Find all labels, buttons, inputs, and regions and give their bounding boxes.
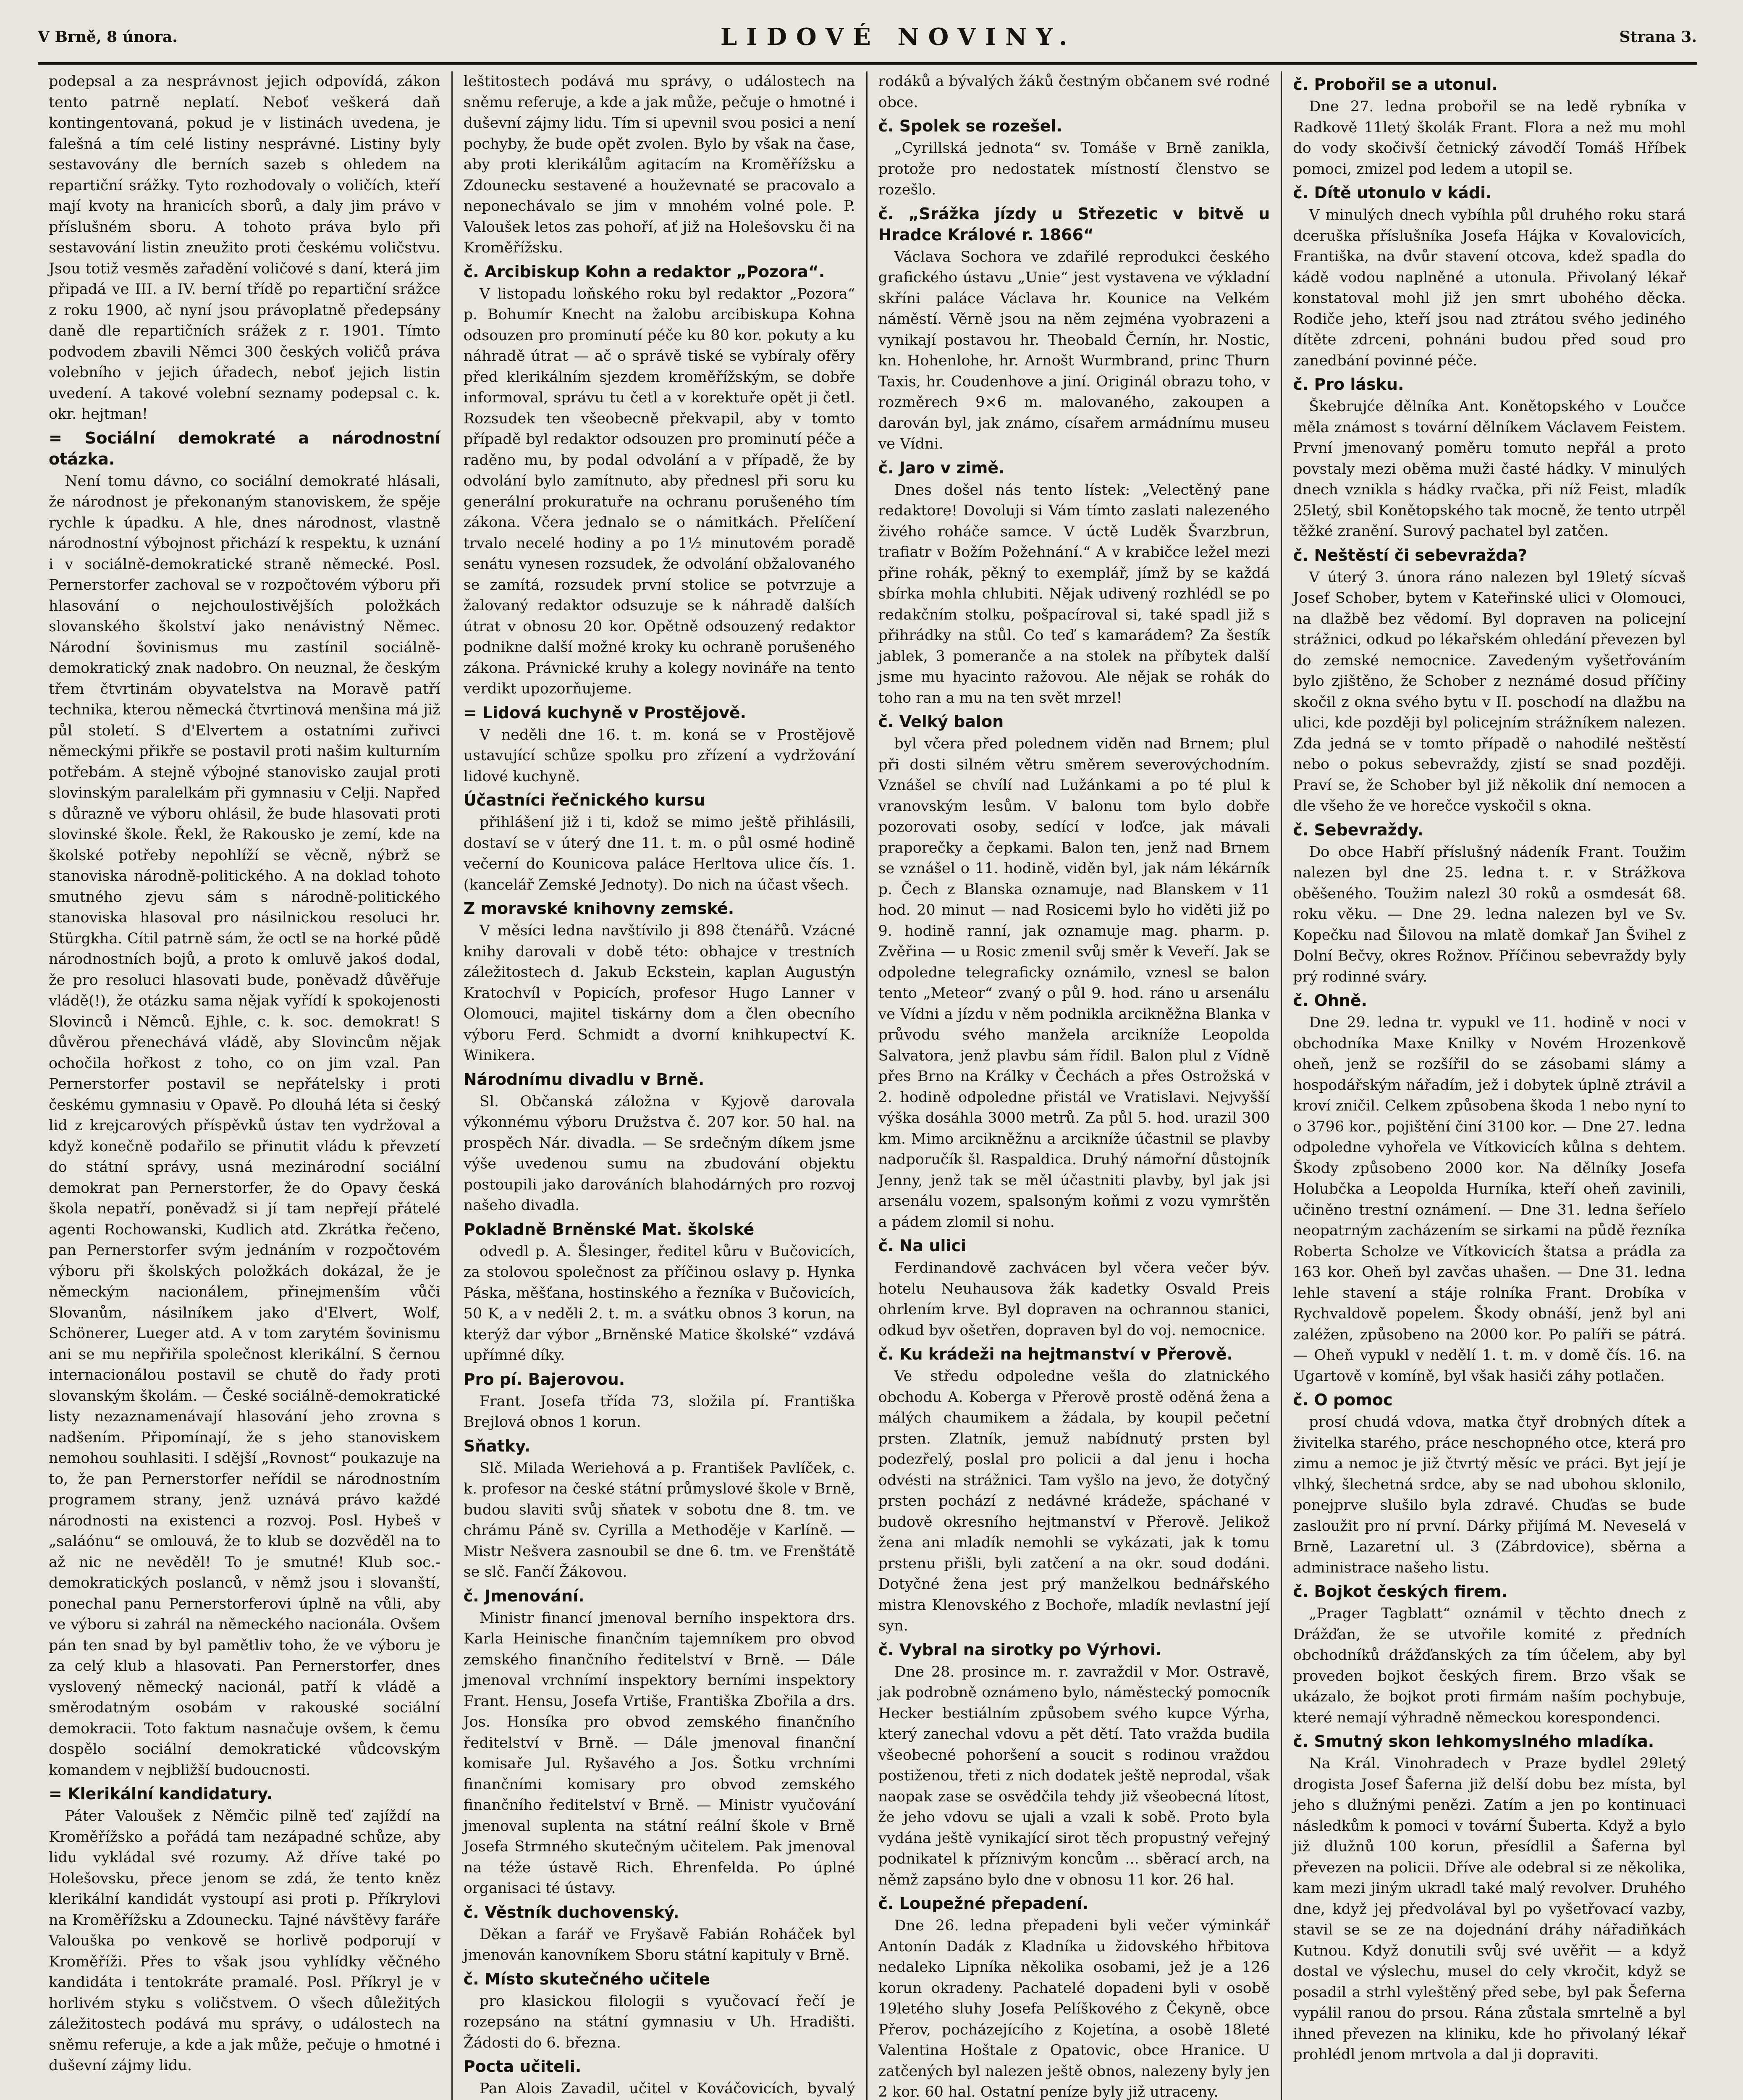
article-paragraph: Škebrujće dělníka Ant. Konětopského v Loučce měla známost s tovární dělníkem Václavem Feistem. První jmenovaný poměru tomuto nepřál a proto povstaly mezi oběma muži časté hádky. V minulých dnech vznikla s hádky rvačka, při níž Feist, mladík 25letý, sbil Konětopského tak mocně, že tento utrpěl těžké zranění. Surový pachatel byl zatčen.: [1293, 398, 1686, 540]
article-heading: Pokladně Brněnské Mat. školské: [463, 1220, 755, 1239]
article-paragraph: V neděli dne 16. t. m. koná se v Prostějově ustavující schůze spolku pro zřízení a vydržování lidové kuchyně.: [463, 726, 855, 785]
article-paragraph: Páter Valoušek z Němčic pilně teď zajíždí na Kroměřížsko a pořádá tam nezápadné schůze, aby lidu vykládal své rozumy. Až dříve také po Holešovsku, přece jenom se zdá, že tento kněz klerikální kandidát vystoupí asi proti p. Příkrylovi na Kroměřížsku a Zdounecku. Tajné návštěvy faráře Valouška po venkově se horlivě podporují v Kroměříži. Přes to však jsou vyhlídky věčného kandidáta i tentokráte pramalé. Posl. Příkryl je v horlivém styku s voličstvem. O všech důležitých záležitostech podává mu správy, o událostech na sněmu referuje, a kde a jak může, pečuje o hmotné i duševní zájmy lidu.: [49, 1808, 440, 2074]
article-paragraph: Dne 28. prosince m. r. zavraždil v Mor. Ostravě, jak podrobně oznámeno bylo, náměstecký pomocník Hecker bestiálním způsobem svého kupce Výrha, který zanechal vdovu a pět dětí. Tato vražda budila všeobecné pohoršení a soucit s rodinou vraždou postiženou, třeti z nich dodatek ještě neprodal, však naopak zase se osvědčila tehdy již všeobecná lítost, že jeho vdovu se ujali a vzali k sobě. Proto byla vydána ještě vynikající sirot těch propustný veřejný podnikatel k příznivým koncům ... sběrací arch, na němž zapsáno bylo dne v obnosu 11 kor. 26 hal.: [878, 1663, 1270, 1888]
article-paragraph: leštitostech podává mu správy, o událostech na sněmu referuje, a kde a jak může, pečuje o hmotné i duševní zájmy lidu. Tím si upevnil svou posici a není pochyby, že bude opět zvolen. Bylo by však na čase, aby proti klerikálům agitacím na Kroměřížsku a Zdounecku sestavené a houževnaté se pracovalo a neponechávalo se jim v mnohém volné pole. P. Valoušek letos zas pohoří, ať již na Holešovsku či na Kroměřížsku.: [463, 73, 855, 256]
article-paragraph: V měsíci ledna navštívilo ji 898 čtenářů. Vzácné knihy darovali v době této: obhajce v trestních záležitostech d. Jakub Eckstein, kaplan Augustýn Kratochvíl v Popicích, profesor Hugo Lanner v Olomouci, majitel tiskárny dom a člen obecního výboru Ferd. Schmidt a dvorní knihkupectví K. Winikera.: [463, 922, 855, 1064]
article-paragraph: Na Král. Vinohradech v Praze bydlel 29letý drogista Josef Šaferna již delší dobu bez místa, byl jeho s dlužnými penězi. Zatím a jen po kontinuaci následkům k pomoci v tovární Šuberta. Když a bylo již dlužnů 100 korun, přesídlil a Šaferna byl převezen na policii. Dříve ale odebral si ze několika, kam mezi jiným ukradl také malý revolver. Druhého dne, když jej předvolával byl po vyšetřovací vazby, stavil se se ze na dojednání dráhy nářadiňkách Kutnou. Když donutili svůj své uvěřit — a když dostal ve výslechu, musel do cely vkročit, když se posadil a strhl vyleštěný před sebe, byl pak Šeferna vypálil ranou do prsou. Rána zůstala smrtelně a byl ihned převezen na kliniku, kde ho přivolaný lékař prohlédl jenom mrtvola a dal ji dopraviti.: [1293, 1755, 1686, 2063]
article-heading: č. Jmenování.: [463, 1586, 584, 1605]
article-paragraph: Ferdinandově zachvácen byl včera večer býv. hotelu Neuhausova žák kadetky Osvald Preis ohrlením krve. Byl dopraven na ochrannou stanici, odkud byv ošetřen, dopraven byl do voj. nemocnice.: [878, 1260, 1270, 1339]
article-paragraph: přihlášení již i ti, kdož se mimo ještě přihlásili, dostaví se v úterý dne 11. t. m. o půl osmé hodině večerní do Kounicova paláce Herltova ulice čís. 1. (kancelář Zemské Jednoty). Do nich na účast všech.: [463, 814, 855, 893]
article-columns: [38, 71, 1697, 2100]
article-heading: č. Probořil se a utonul.: [1293, 75, 1498, 94]
article-heading: Pro pí. Bajerovou.: [463, 1370, 625, 1389]
column-1: [38, 71, 453, 2100]
article-heading: č. Velký balon: [878, 712, 1004, 731]
article-paragraph: „Prager Tagblatt“ oznámil v těchto dnech z Drážďan, že se utvořile komité z předních obchodníků drážďanských za tím účelem, aby byl proveden bojkot českých firem. Brzo však se ukázalo, že bojkot proti firmám naším pochybuje, které nemají výhradně německou korespondenci.: [1293, 1605, 1686, 1726]
article-heading: č. Loupežné přepadení.: [878, 1894, 1089, 1913]
article-paragraph: V listopadu loňského roku byl redaktor „Pozora“ p. Bohumír Knecht na žalobu arcibiskupa Kohna odsouzen pro prominutí péče ku 80 kor. pokuty a ku náhradě útrat — ač o správě tiské se vybíraly ofěry před klerikálním sjezdem kroměřížským, se dobře informoval, správu tu četl a v korektuře opět ji četl. Rozsudek ten všeobecně překvapil, aby v tomto případě byl redaktor odsouzen pro prominutí péče a raděno mu, by podal odvolání a v případě, že by odvolání bylo zamítnuto, aby přednesl při soru ku generální prokuratuře na ochranu porušeného tím zákona. Včera jednalo se o námitkách. Přelíčení trvalo necelé hodiny a po 1½ minutovém poradě senátu vynesen rozsudek, že odvolání obžalovaného se zamítá, rozsudek první stolice se potvrzuje a žalovaný redaktor odsuzuje se k náhradě dalších útrat v obnosu 20 kor. Opětně odsouzený redaktor podnikne další možné kroky ku ochraně porušeného zákona. Právnické kruhy a kolegy novináře na tento verdikt upozorňujeme.: [463, 285, 855, 697]
article-heading: Pocta učiteli.: [463, 2057, 582, 2076]
article-heading: č. Pro lásku.: [1293, 375, 1404, 394]
article-heading: č. Neštěstí či sebevražda?: [1293, 546, 1527, 564]
article-paragraph: podepsal a za nesprávnost jejich odpovídá, zákon tento patrně neplatí. Neboť veškerá daň kontingentovaná, pokud je v listinách uvedena, je falešná a tím celé listiny nesprávné. Listiny byly sestavovány dle berních sazeb s ohledem na repartiční srážky. Tyto rozhodovaly o voličích, kteří mají kvoty na hranicích sborů, a daly jim právo v příslušném sboru. A tohoto práva bylo při sestavování listin zneužito proti českému voličstvu. Jsou totiž vesměs zařadění voličové s daní, která jim připadá ve III. a IV. berní třídě po repartiční srážce z roku 1900, ač nyní jsou právoplatně předepsány daně dle repartičních srážek z r. 1901. Tímto podvodem zbavili Němci 300 českých voličů práva volebního v jejich úřadech, neboť jejich listin uvedení. A takové volební seznamy podepsal c. k. okr. hejtman!: [49, 73, 440, 423]
article-paragraph: Sl. Občanská záložna v Kyjově darovala výkonnému výboru Družstva č. 207 kor. 50 hal. na prospěch Nár. divadla. — Se srdečným díkem jsme výše uvedenou sumu na zbudování objektu postoupili jako darováních blahodárných pro rozvoj našeho divadla.: [463, 1093, 855, 1214]
article-heading: č. Bojkot českých firem.: [1293, 1582, 1507, 1601]
article-heading: č. Jaro v zimě.: [878, 458, 1005, 477]
column-4: [1282, 71, 1697, 2100]
article-heading: č. Místo skutečného učitele: [463, 1969, 710, 1988]
article-heading: č. Vybral na sirotky po Výrhovi.: [878, 1640, 1162, 1659]
article-paragraph: V úterý 3. února ráno nalezen byl 19letý sícvaš Josef Schober, bytem v Kateřinské ulici v Olomouci, na dlažbě bez vědomí. Byl dopraven na policejní strážnici, odkud po lékařském ohledání převezen byl do zemské nemocnice. Zavedeným vyšetřováním bylo zjištěno, že Schober z neznámé dosud příčiny skočil z okna svého bytu v II. poschodí na dlažbu na ulici, kde později byl policejním strážníkem nalezen. Zda jedná se v tomto případě o nahodilé neštěstí nebo o pokus sebevraždy, zjistí se snad později. Praví se, že Schober byl již několik dní nemocen a dle všeho že ve horečce vyskočil s okna.: [1293, 569, 1686, 814]
article-paragraph: Dne 29. ledna tr. vypukl ve 11. hodině v noci v obchodníka Maxe Knilky v Novém Hrozenkově oheň, jenž se rozšířil do se zásobami slámy a hospodářským nářadím, jež i dobytek úplně ztrávil a kroví zničil. Celkem způsobena škoda 1 nebo nyní to o 3796 kor., pojištění činí 3100 kor. — Dne 27. ledna odpoledne vyhořela ve Vítkovicích kůlna s dehtem. Škody způsobeno 2000 kor. Na dělníky Josefa Holubčka a Leopolda Hurníka, kteří oheň zavinili, učiněno trestní oznámení. — Dne 31. ledna šeříelo neopatrným zacházením se sirkami na půdě řezníka Roberta Scholze ve Vítkovicích štatsa a prádla za 163 kor. Oheň byl zavčas uhašen. — Dne 31. ledna lehle stavení a stáje rolníka Frant. Drobíka v Rychvaldově popelem. Škody obnáší, jenž byl ani zaléžen, způsobeno na 2000 kor. Po palíři se pátrá. — Oheň vypukl v nedělí 1. t. m. v domě čís. 16. na Ugartově v komíně, byl však hasiči záhy potlačen.: [1293, 1014, 1686, 1385]
article-heading: Národnímu divadlu v Brně.: [463, 1070, 705, 1089]
article-paragraph: Dne 27. ledna probořil se na ledě rybníka v Radkově 11letý školák Frant. Flora a než mu mohl do vody skočivší četnický závodčí Tomáš Hříbek pomoci, zmizel pod ledem a utopil se.: [1293, 98, 1686, 178]
article-heading: Sňatky.: [463, 1436, 530, 1455]
article-heading: č. Dítě utonulo v kádi.: [1293, 184, 1492, 202]
article-heading: č. Spolek se rozešel.: [878, 117, 1062, 135]
article-paragraph: Děkan a farář ve Fryšavě Fabián Roháček byl jmenován kanovníkem Sboru státní kapituly v Brně.: [463, 1926, 855, 1964]
article-heading: = Sociální demokraté a národnostní otázka.: [49, 428, 440, 468]
article-heading: č. „Srážka jízdy u Střezetic v bitvě u Hradce Králové r. 1866“: [878, 204, 1270, 244]
column-2: [453, 71, 868, 2100]
newspaper-title: LIDOVÉ NOVINY.: [720, 23, 1077, 51]
article-paragraph: Slč. Milada Weriehová a p. František Pavlíček, c. k. profesor na české státní průmyslové škole v Brně, budou slaviti svůj sňatek v sobotu dne 8. tm. ve chrámu Páně sv. Cyrilla a Methoděje v Karlíně. — Mistr Nešvera zasnoubil se dne 6. tm. ve Frenštátě se slč. Fančí Žákovou.: [463, 1460, 855, 1580]
article-heading: č. Arcibiskup Kohn a redaktor „Pozora“.: [463, 262, 825, 281]
article-paragraph: Do obce Habří příslušný nádeník Frant. Toužim nalezen byl dne 25. ledna t. r. v Strážkova oběšeného. Toužim nalezl 30 roků a osmdesát 68. roku věku. — Dne 29. ledna nalezen byl ve Sv. Kopečku nad Šilovou na mlatě domkař Jan Švihel z Dolní Bečvy, okres Rožnov. Příčinou sebevraždy byly prý rodinné sváry.: [1293, 843, 1686, 985]
article-heading: č. Sebevraždy.: [1293, 820, 1423, 839]
article-paragraph: Ministr financí jmenoval berního inspektora drs. Karla Heinische finančním tajemníkem pro obvod zemského finančního ředitelství v Brně. — Dále jmenoval vrchnímí inspektory berními inspektory Frant. Hensu, Josefa Vrtiše, Františka Zbořila a drs. Jos. Honsíka pro obvod zemského finančního ředitelství v Brně. — Dále jmenoval finanční komisaře Jul. Ryšavého a Jos. Šotku vrchními finančními komisary pro obvod zemského finančního ředitelství v Brně. — Ministr vyučování jmenoval suplenta na státní reální škole v Brně Josefa Strmného skutečným učitelem. Pak jmenoval na téže ústavě Rich. Ehrenfelda. Po úplné organisaci té ústavy.: [463, 1609, 855, 1897]
article-paragraph: Dne 26. ledna přepadeni byli večer výminkář Antonín Dadák z Kladníka u židovského hřbitova nedaleko Lipníka několika osobami, jež je a 126 korun okradeny. Pachatelé dopadeni byli v osobě 19letého sluhy Josefa Pelíškového z Čekyně, obce Přerov, pocházejícího z Kojetína, a osobě 18leté Valentina Hoštale z Opatovic, obce Hranice. U zatčených byl nalezen ještě obnos, nalezeny byly jen 2 kor. 60 hal. Ostatní peníze byly již utraceny.: [878, 1917, 1270, 2100]
article-paragraph: rodáků a bývalých žáků čestným občanem své rodné obce.: [878, 73, 1270, 111]
article-heading: č. Ohně.: [1293, 991, 1368, 1010]
article-paragraph: Není tomu dávno, co sociální demokraté hlásali, že národnost je překonaným stanoviskem, že spěje rychle k úpadku. A hle, dnes národnost, vlastně národnostní výbojnost přichází k respektu, k uznání i v sociálně-demokratické straně německé. Posl. Pernerstorfer zachoval se v rozpočtovém výboru při hlasování o nejchoulostivějších položkách slovanského školství jako nenávistný Němec. Národní šovinismus mu zastínil sociálně-demokratický znak nadobro. On neuznal, že českým třem čtvrtinám obyvatelstva na Moravě patří technika, kterou německá čtvrtinová menšina má již půl století. S d'Elvertem a ostatními zuřivci německými přikře se postavil proti našim kulturním potřebám. A stejně výbojné stanovisko zaujal proti slovinským paralelkám při gymnasiu v Celji. Napřed s důrazně ve výboru ohlásil, že bude hlasovati proti slovinské škole. Řekl, že Rakousko je zemí, kde na školské potřeby nepohlíží se věcně, nýbrž se stanoviska národně-politického. A na doklad tohoto smutného zjevu sám s národně-politického stanoviska hlasoval pro násilnickou resoluci hr. Stürgkha. Cítil patrně sám, že octl se na horké půdě národnostních bojů, a proto k omluvě jakoś dodal, že pro resoluci hlasovati bude, poněvadž důvěřuje vládě(!), že otázku sama nějak vyřídí k spokojenosti Slovinců i Němců. Ejhle, c. k. soc. demokrat! S důvěrou přenechává vládě, aby Slovincům nějak ochočila hořkost z toho, co on jim vzal. Pan Pernerstorfer postavil se nepřátelsky i proti českému gymnasiu v Opavě. Po dlouhá léta si český lid z krejcarových příspěvků ústav ten vydržoval a když konečně podařilo se přinutit vládu k převzetí do státní správy, usná mezinárodní sociální demokrat pan Pernerstorfer, že do Opavy česká škola nepatří, poněvadž si jí tam nepřejí přátelé agenti Rochowanski, Kudlich atd. Zkrátka řečeno, pan Pernerstorfer svým jednáním v rozpočtovém výboru při školských položkách dokázal, že je německým nacionálem, přinejmenším vůči Slovanům, násilníkem jako d'Elvert, Wolf, Schönerer, Lueger atd. A v tom zarytém šovinismu ani se mu nepřiřila společnost klerikální. S černou internacionálou postavil se chutě do řady proti slovanským školám. — České sociálně-demokratické listy nezaznamenávají hlasování jeho zrovna s nadšením. Připomínají, že s jeho stanoviskem nemohou souhlasiti. I sdější „Rovnost“ poukazuje na to, že pan Pernerstorfer neřídil se národnostním programem strany, jenž uznává právo každé národnosti na existenci a rozvoj. Posl. Hybeš v „saláónu“ se omlouvá, že to klub se dozvěděl na to až nic ne nevěděl! To je smutné! Klub soc.-demokratických poslanců, v němž jsou i slovanští, ponechal panu Pernerstorferovi úplně na vůli, aby ve výboru si zahrál na německého nacionála. Ovšem pán ten snad by byl pamětliv toho, že ve výboru je za celý klub a hlasovati. Pan Pernerstorfer, dnes vyslovený německý nacionál, patří k vládě a směrodatným osobám v rakouské sociální demokracii. Toto faktum nasnačuje ovšem, k čemu dospělo sociální demokratické vůdcovským komandem v nejbližší budoucnosti.: [49, 472, 440, 1779]
page-number: Strana 3.: [1619, 28, 1697, 46]
article-heading: č. Ku krádeži na hejtmanství v Přerově.: [878, 1345, 1233, 1363]
article-paragraph: Dnes došel nás tento lístek: „Velectěný pane redaktore! Dovoluji si Vám tímto zaslati nalezeného živého roháče samce. V úctě Luděk Švarzbrun, trafiatr v Božím Požehnání.“ A v krabičce ležel mezi přine rohák, pěkný to exemplář, jímž by se každá sbírka mohla chlubiti. Nějak udivený rozhlédl se po redakčním stolku, pošpacíroval si, také spadl již s přihrádky na stůl. Co teď s kamarádem? Za šestík jablek, 3 pomeranče a na stolek na příbytek další jsme mu hyacinto ražovou. Ale nějak se rohák do toho ran a mu na ten svět mrzel!: [878, 481, 1270, 706]
article-paragraph: byl včera před polednem viděn nad Brnem; plul při dosti silném větru směrem severovýchodním. Vznášel se chvílí nad Lužánkami a po té plul k vranovským lesům. V balonu tom bylo dobře pozorovati osoby, sedící v loďce, jak mávali praporečky a čepkami. Balon ten, jenž nad Brnem se vznášel o 11. hodině, viděn byl, jak nám lékárník p. Čech z Blanska oznamuje, nad Blanskem v 11 hod. 20 minut — nad Rosicemi bylo ho viděti již po 9. hodině ranní, jak oznamuje mag. pharm. p. Zvěřina — u Rosic zmenil svůj směr k Veveří. Jak se odpoledne telegraficky oznámilo, vznesl se balon tento „Meteor“ zvaný o půl 9. hod. ráno u arsenálu ve Vídni a jízdu v něm podnikla arcikněžna Blanka v průvodu svého manžela arcikníže Leopolda Salvatora, jenž plavbu sám řídil. Balon plul z Vídně přes Brno na Králky v Čechách a přes Ostrožská v 2. hodině odpoledne přistál ve Vratislavi. Nejvyšší výška dosáhla 3000 metrů. Za půl 5. hod. urazil 300 km. Mimo arcikněžnu a arcikníže účastnil se plavby nadporučík šl. Raspaldica. Druhý námořní důstojník Jenny, jenž tak se měl účastniti plavby, byl jak jsi arsenálu vozem, spalsoným koňmi z vozu vymrštěn a pádem zlomil si nohu.: [878, 735, 1270, 1231]
article-heading: Účastníci řečnického kursu: [463, 791, 705, 809]
article-paragraph: „Cyrillská jednota“ sv. Tomáše v Brně zanikla, protože pro nedostatek místností členstvo se rozešlo.: [878, 140, 1270, 198]
article-paragraph: prosí chudá vdova, matka čtyř drobných dítek a živitelka starého, práce neschopného otce, která pro zimu a nemoc je již čtvrtý měsíc ve práci. Byt její je vlhký, šlechetná srdce, aby se nad ubohou sklonilo, ponejprve slušilo byla zdravé. Chuďas se bude zasloužit pro ní první. Dárky přijímá M. Neveselá v Brně, Lazaretní ul. 3 (Zábrdovice), sběrna a administrace našeho listu.: [1293, 1414, 1686, 1576]
header-place-date: V Brně, 8 února.: [38, 28, 178, 46]
column-3: [868, 71, 1282, 2100]
article-paragraph: odvedl p. A. Šlesinger, ředitel kůru v Bučovicích, za stolovou společnost za příčinou oslavy p. Hynka Páska, měšťana, hostinského a řezníka v Bučovicích, 50 K, a v neděli 2. t. m. a svátku obnos 3 korun, na kterýž dar výbor „Brněnské Matice školské“ vzdává upřímné díky.: [463, 1243, 855, 1364]
article-heading: č. O pomoc: [1293, 1391, 1393, 1409]
article-heading: = Klerikální kandidatury.: [49, 1785, 273, 1803]
article-heading: č. Věstník duchovenský.: [463, 1903, 679, 1922]
article-paragraph: pro klasickou filologii s vyučovací řečí je rozepsáno na státní gymnasiu v Uh. Hradišti. Žádosti do 6. března.: [463, 1992, 855, 2051]
article-paragraph: V minulých dnech vybíhla půl druhého roku stará dceruška příslušníka Josefa Hájka v Kovalovicích, Františka, na dvůr stavení otcova, kdež spadla do kádě vodou naplněné a utonula. Přivolaný lékař konstatoval mohl již jen smrt ubohého děcka. Rodiče jeho, kteří jsou nad ztrátou svého jediného dítěte zdrceni, pohnáni budou před soud pro zanedbání povinné péče.: [1293, 207, 1686, 369]
article-heading: č. Smutný skon lehkomyslného mladíka.: [1293, 1732, 1654, 1751]
article-paragraph: Václava Sochora ve zdařilé reprodukci českého grafického ústavu „Unie“ jest vystavena ve výkladní skříni paláce Václava hr. Kounice na Velkém náměstí. Věrně jsou na něm zejména vyobrazeni a vynikají postavou hr. Theobald Černín, hr. Nostic, kn. Hohenlohe, hr. Arnošt Wurmbrand, princ Thurn Taxis, hr. Coudenhove a jiní. Originál obrazu toho, v rozměrech 9×6 m. malovaného, zakoupen a darován byl, jak známo, císařem armádnímu museu ve Vídni.: [878, 248, 1270, 452]
article-heading: Z moravské knihovny zemské.: [463, 899, 734, 918]
article-heading: č. Na ulici: [878, 1236, 967, 1255]
article-heading: = Lidová kuchyně v Prostějově.: [463, 703, 747, 722]
page-header: [38, 12, 1697, 65]
article-paragraph: Ve středu odpoledne vešla do zlatnického obchodu A. Koberga v Přerově prostě oděná žena a málých chaumikem a žádala, by koupil pečetní prsten. Zlatník, jemuž nabídnutý prsten byl podezřelý, poslal pro policii a dal jenu i hocha odvésti na strážnici. Tam vyšlo na jevo, že dotyčný prsten pochází z nedávné krádeže, spáchané v budově okresního hejtmanství v Přerově. Jelikož žena ani mladík nemohli se vykázati, jak k tomu prstenu přišli, byli zatčení a na okr. soud dodáni. Dotyčné žena jest prý manželkou bednářského mistra Klenovského z Bochoře, mladík nevlastní její syn.: [878, 1368, 1270, 1634]
article-paragraph: Pan Alois Zavadil, učitel v Kováčovicích, byvalý: [479, 2080, 855, 2097]
article-paragraph: Frant. Josefa třída 73, složila pí. Františka Brejlová obnos 1 korun.: [463, 1393, 855, 1431]
